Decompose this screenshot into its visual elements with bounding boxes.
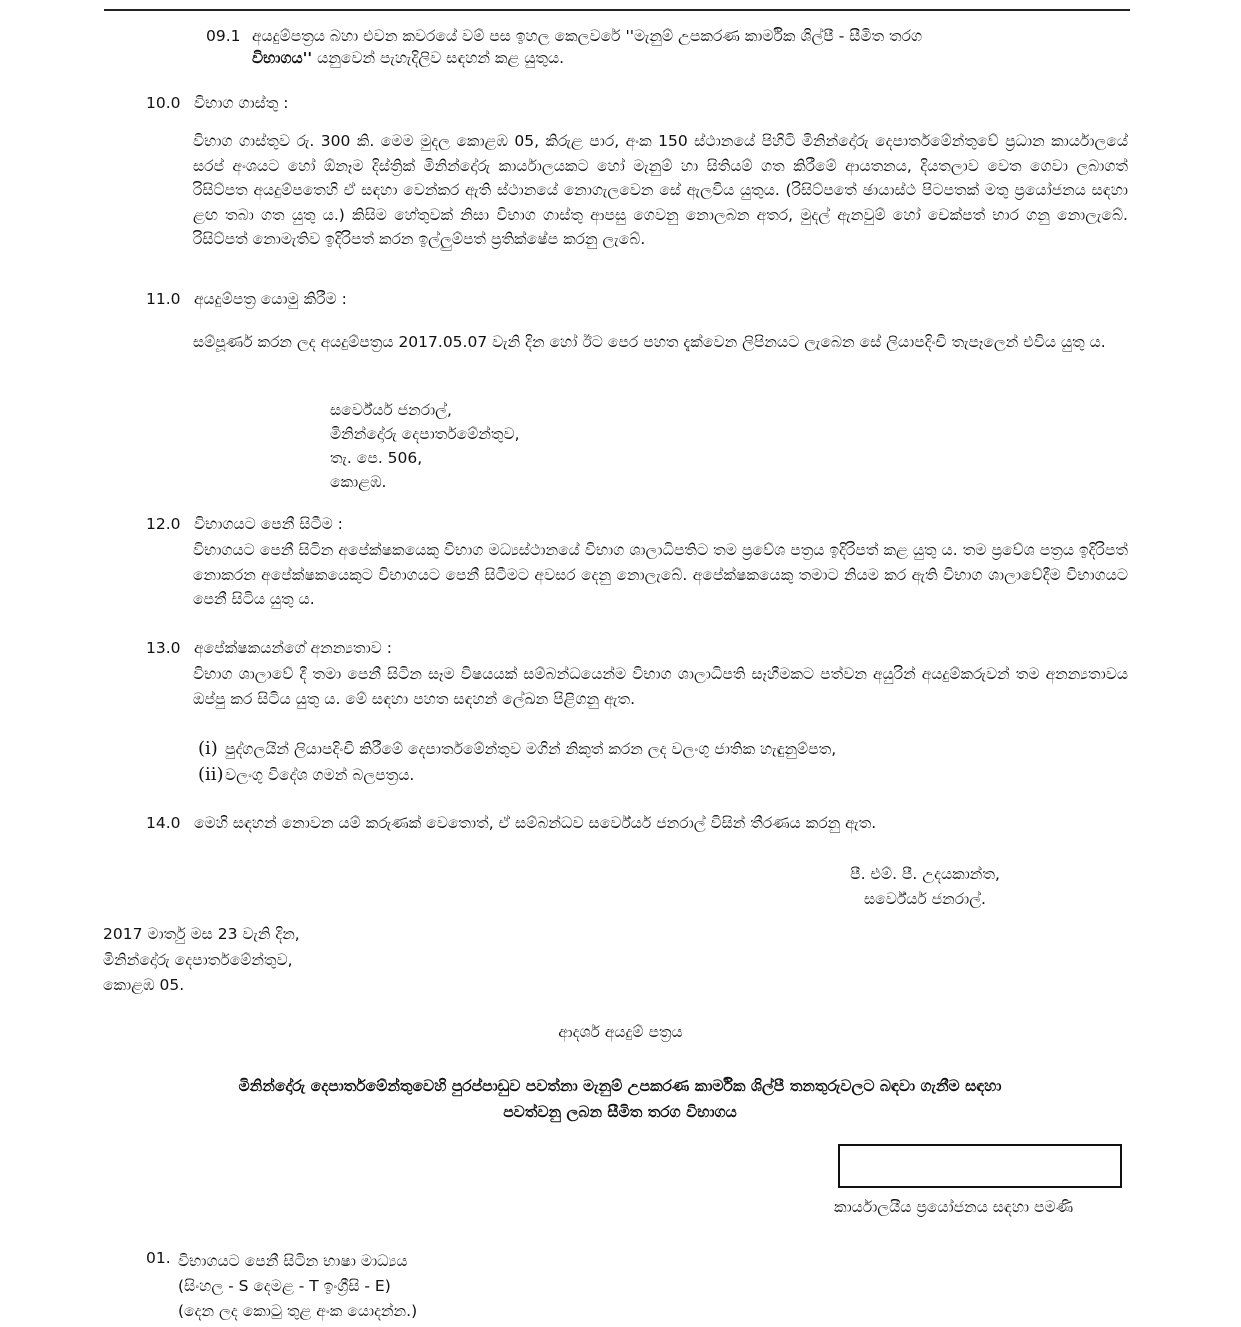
question-01-label: විභාගයට පෙනී සිටින භාෂා මාධ්‍යය: [178, 1252, 408, 1270]
office-use-box[interactable]: [838, 1144, 1122, 1188]
address-line: තැ. පෙ. 506,: [330, 449, 423, 467]
top-rule: [104, 9, 1130, 11]
section-11-body: සම්පූර්ණ කරන ලද අයදුම්පත්‍රය 2017.05.07 වැනි දින හෝ ඊට පෙර පහත දැක්වෙන ලිපිනයට ලැබෙන සේ ලියාපදිංචි තැපෑලෙන් එවිය යුතු ය.: [193, 333, 1106, 351]
section-09-1-line2: [252, 49, 564, 68]
address-line: සර්වේයර් ජනරාල්,: [330, 401, 452, 419]
section-09-1-number: 09.1: [206, 27, 241, 45]
section-10-body: විභාග ගාස්තුව රු. 300 කි. මෙම මුදල කොළඹ 05, කිරුළ පාර, අංක 150 ස්ථානයේ පිහිටි මිනින්දෝරු දෙපාර්තමේන්තුවේ ප්‍රධාන කාර්යාලයේ සරප් අංශයට හෝ ඕනෑම දිස්ත්‍රික් මිනින්දෝරු කාර්යාලයකට හෝ මැනුම් හා සිතියම් ගත කිරීමේ ආයතනය, දියතලාව වෙත ගෙවා ලබාගත් රිසිට්පත අයදුම්පතෙහි ඒ සඳහා වෙන්කර ඇති ස්ථානයේ නොගැලවෙන සේ ඇලවිය යුතුය. (රිසිට්පතේ ඡායාස්ථ පිටපතක් මතු ප්‍රයෝජනය සඳහා ළඟ තබා ගත යුතු ය.) කිසිම හේතුවක් නිසා විභාග ගාස්තු ආපසු ගෙවනු නොලබන අතර, මුදල් ඇනවුම් හෝ චෙක්පත් භාර ගනු නොලැබේ. රිසිට්පත් නොමැතිව ඉදිරිපත් කරන ඉල්ලුම්පත් ප්‍රතික්ෂේප කරනු ලැබේ.: [193, 132, 1128, 248]
question-01-note: (දෙන ලද කොටු තුළ අංක යොදන්න.): [178, 1302, 418, 1320]
section-13-heading: අපේක්ෂකයන්ගේ අනන්‍යතාව :: [194, 639, 392, 657]
question-01-options: (සිංහල - S දෙමළ - T ඉංග්‍රීසි - E): [178, 1277, 391, 1295]
form-subtitle-line: මිනින්දෝරු දෙපාර්තමේන්තුවෙහි පුරප්පාඩුව පවත්නා මැනුම් උපකරණ කාර්මික ශිල්පී තනතුරුවලට බඳවා ගැනීම සඳහා: [238, 1077, 1002, 1095]
city-line: කොළඹ 05.: [103, 976, 185, 994]
list-item-text: වලංගු විදේශ ගමන් බලපත්‍රය.: [225, 766, 415, 784]
signatory-name: පී. එම්. පී. උදයකාන්ත,: [850, 865, 1000, 883]
list-item: [198, 736, 836, 762]
section-14-body: මෙහි සඳහන් නොවන යම් කරුණක් වෙතොත්, ඒ සම්බන්ධව සර්වේයර් ජනරාල් විසින් තීරණය කරනු ඇත.: [194, 814, 877, 832]
list-item: [198, 762, 836, 788]
office-use-label: කාර්යාලයීය ප්‍රයෝජනය සඳහා පමණි: [834, 1198, 1074, 1216]
section-10-number: 10.0: [146, 94, 181, 112]
address-line: කොළඹ.: [330, 473, 387, 491]
address-block: [330, 398, 520, 494]
form-subtitle-line: පවත්වනු ලබන සීමිත තරග විභාගය: [503, 1103, 737, 1121]
question-01: [178, 1249, 417, 1324]
question-01-number: 01.: [146, 1249, 171, 1267]
list-item-mark: (i): [198, 738, 218, 759]
section-09-1-line2-rest: යනුවෙන් පැහැදිලිව සඳහන් කළ යුතුය.: [312, 49, 565, 67]
form-subtitle: [90, 1073, 1150, 1125]
id-documents-list: [198, 736, 836, 788]
list-item-mark: (ii): [198, 764, 224, 785]
section-13-body: විභාග ශාලාවේ දී තමා පෙනී සිටින සෑම විෂයයක් සම්බන්ධයෙන්ම විභාග ශාලාධිපති සෑහීමකට පත්වන අයුරින් අයදුම්කරුවන් තම අනන්‍යතාවය ඔප්පු කර සිටිය යුතු ය. මේ සඳහා පහත සඳහන් ලේඛන පිළිගනු ඇත.: [193, 665, 1128, 708]
section-11-heading: අයදුම්පත්‍ර යොමු කිරීම :: [194, 290, 347, 308]
section-10-heading: විභාග ගාස්තු :: [194, 94, 289, 112]
signature-block: [800, 862, 1050, 912]
date-place-block: [103, 922, 300, 999]
signatory-title: සර්වේයර් ජනරාල්.: [864, 890, 986, 908]
section-13-number: 13.0: [146, 639, 181, 657]
list-item-text: පුද්ගලයින් ලියාපදිංචි කිරීමේ දෙපාර්තමේන්තුව මගින් නිකුත් කරන ලද වලංගු ජාතික හැඳුනුම්පත,: [225, 740, 837, 758]
section-12-heading: විභාගයට පෙනී සිටීම :: [194, 515, 343, 533]
form-title: ආදර්ශ අයදුම් පත්‍රය: [558, 1023, 683, 1041]
exam-name-bold: විභාගය'': [252, 49, 313, 67]
section-14-number: 14.0: [146, 814, 181, 832]
section-11-number: 11.0: [146, 290, 181, 308]
department-line: මිනින්දෝරු දෙපාර්තමේන්තුව,: [103, 950, 293, 969]
section-12-number: 12.0: [146, 515, 181, 533]
date-line: 2017 මාර්තු මස 23 වැනි දින,: [103, 925, 300, 943]
section-12-body: විභාගයට පෙනී සිටින අපේක්ෂකයෙකු විභාග මධ්‍යස්ථානයේ විභාග ශාලාධිපතිට තම ප්‍රවේශ පත්‍රය ඉදිරිපත් කළ යුතු ය. තම ප්‍රවේශ පත්‍රය ඉදිරිපත් නොකරන අපේක්ෂකයෙකුට විභාගයට පෙනී සිටීමට අවසර දෙනු නොලැබේ. අපේක්ෂකයෙකු තමාට නියම කර ඇති විභාග ශාලාවේදීම විභාගයට පෙනී සිටිය යුතු ය.: [193, 541, 1128, 608]
address-line: මිනින්දෝරු දෙපාර්තමේන්තුව,: [330, 425, 520, 443]
section-09-1-line1: අයදුම්පත්‍රය බහා එවන කවරයේ වම් පස ඉහල කෙලවරේ ''මැනුම් උපකරණ කාර්මික ශිල්පී - සීමිත තරග: [252, 27, 923, 45]
